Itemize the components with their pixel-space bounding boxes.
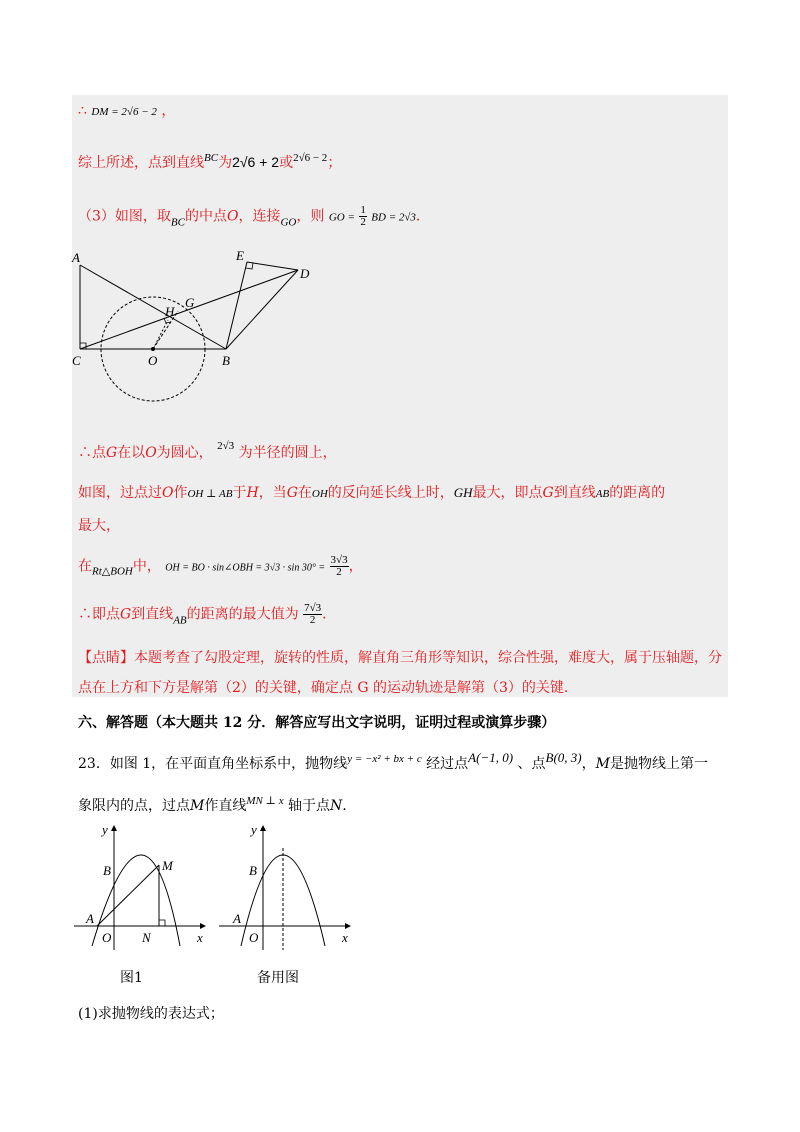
max-distance-fraction: $\frac{7√3}{2}$ <box>304 602 322 626</box>
label-x: x <box>342 930 348 945</box>
segment-ab <box>80 265 226 349</box>
question-line-1: 23．如图 1，在平面直角坐标系中，抛物线$^{y = -x^2 + bx + c}$ 经过点A(−1, 0) 、点B(0, 3)，M是抛物线上第一 <box>78 750 708 772</box>
comment-line-2: 点在上方和下方是解第（2）的关键，确定点 G 的运动轨迹是解第（3）的关键． <box>78 680 578 696</box>
label-a: A <box>86 911 94 926</box>
solution-line-5: 如图，过点过O作OH ⊥ AB于H，当G在OH的反向延长线上时，GH最大，即点G到直线AB的距离的 <box>78 485 666 501</box>
label-m: M <box>162 858 173 873</box>
oh-fraction: $\frac{3√3}{2}$ <box>330 554 348 578</box>
label-b: B <box>249 863 257 878</box>
label-o: O <box>148 353 158 368</box>
label-a: A <box>233 911 241 926</box>
solution-line-3: （3）如图，取$_{BC}$的中点O，连接$_{GO}$，则 GO = $\frac{1}{2}$ BD = 2√3． <box>78 204 430 229</box>
figure-backup-caption: 备用图 <box>257 970 299 986</box>
parabola-figure-1 <box>70 820 215 960</box>
segment-oh <box>153 320 168 349</box>
label-o: O <box>102 930 112 945</box>
solution-line-8: ∴即点G到直线$_{AB}$的距离的最大值为 $\frac{7√3}{2}$ ． <box>78 602 337 627</box>
label-x: x <box>197 930 203 945</box>
section-heading: 六、解答题（本大题共 12 分．解答应写出文字说明，证明过程或演算步骤） <box>78 715 556 731</box>
comment-line-1: 【点睛】本题考查了勾股定理，旋转的性质，解直角三角形等知识，综合性强，难度大，属于压轴题，分 <box>78 650 722 666</box>
label-h: H <box>165 304 175 319</box>
label-c: C <box>72 353 81 368</box>
solution-line-6: 最大， <box>78 518 120 534</box>
half-fraction: $\frac{1}{2}$ <box>360 204 366 228</box>
label-a: A <box>72 250 80 265</box>
geometry-figure-circle <box>70 245 330 407</box>
label-b: B <box>222 353 230 368</box>
label-y: y <box>102 822 108 837</box>
solution-line-2: 综上所述，点到直线$^{BC}$为2√6 + 2或$^{2√6 - 2}$； <box>78 152 342 171</box>
therefore-symbol: ∴ <box>78 103 87 119</box>
label-n: N <box>142 930 151 945</box>
label-d: D <box>300 266 310 281</box>
right-angle-n <box>159 920 165 926</box>
segment-be <box>226 262 247 349</box>
figure-1-caption: 图1 <box>120 970 143 986</box>
label-o: O <box>249 930 259 945</box>
question-part-1: (1)求抛物线的表达式； <box>78 1006 224 1022</box>
label-y: y <box>251 822 257 837</box>
solution-line-4: ∴点G在以O为圆心， $^{2√3}$ 为半径的圆上， <box>78 440 337 461</box>
dm-equation: DM = 2√6 − 2 <box>91 106 157 118</box>
question-line-2: 象限内的点，过点M作直线$^{MN \perp x}$ 轴于点N. <box>78 795 347 814</box>
solution-line-1: ∴ DM = 2√6 − 2 ， <box>78 103 176 119</box>
point-o-dot <box>151 347 155 351</box>
parabola-figure-backup <box>215 820 360 960</box>
segment-ed <box>247 262 298 270</box>
label-g: G <box>185 295 195 310</box>
label-b: B <box>103 863 111 878</box>
segment-bd <box>226 270 298 349</box>
label-e: E <box>236 248 244 263</box>
solution-line-7: 在$_{Rt\triangle BOH}$中， OH = BO · sin∠OBH = 3√3 · sin 30° = $\frac{3√3}{2}$ ， <box>78 554 363 578</box>
